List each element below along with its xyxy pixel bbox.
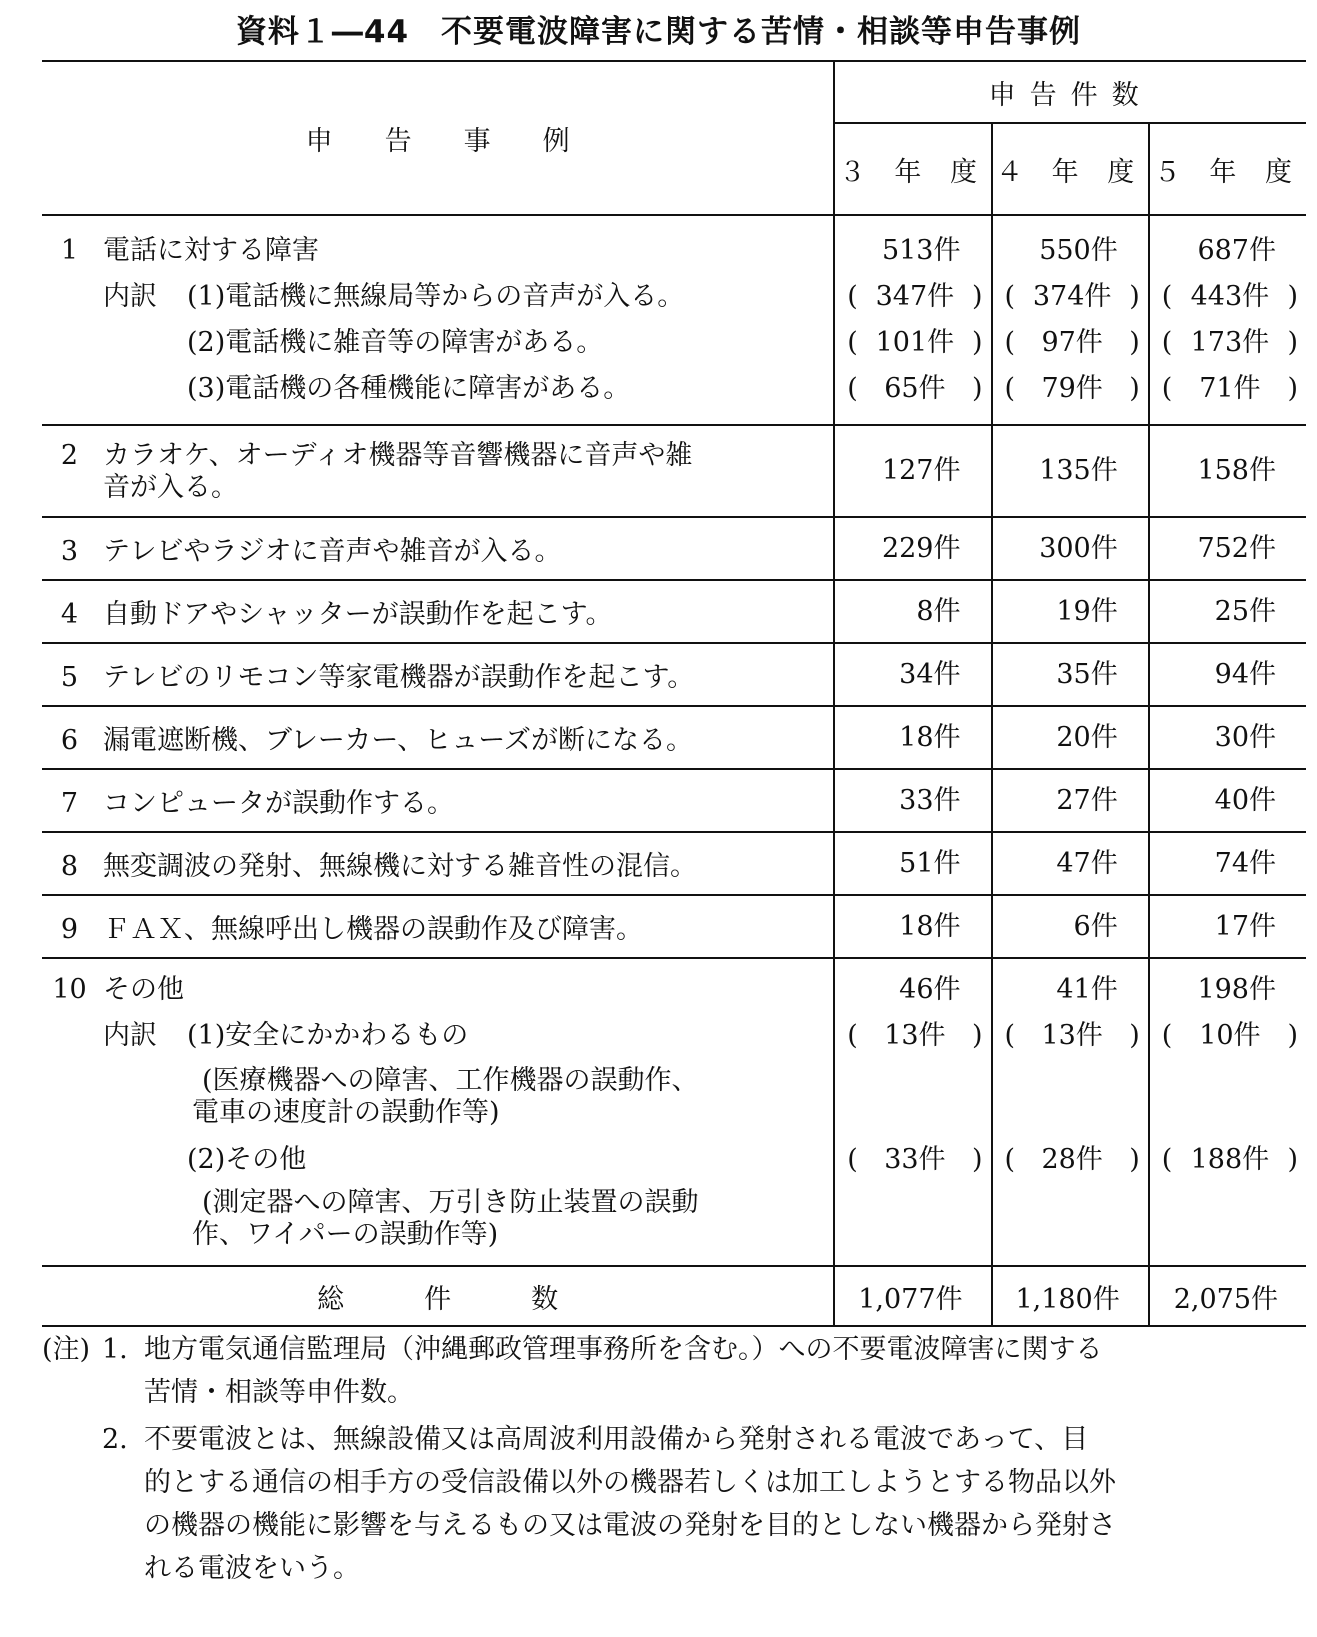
row-number: 5 xyxy=(60,662,79,693)
value-cell: 374件 xyxy=(1032,281,1112,312)
value-cell: 300件 xyxy=(1039,532,1118,564)
value-cell: 30件 xyxy=(1214,721,1276,753)
value-cell: 17件 xyxy=(1214,910,1276,942)
row-text: コンピュータが誤動作する。 xyxy=(103,788,454,819)
row-text: カラオケ、オーディオ機器等音響機器に音声や雑 xyxy=(103,440,693,471)
value-cell: 550件 xyxy=(1039,235,1118,266)
value-cell: 79件 xyxy=(1041,373,1103,404)
sub-text: (2)電話機に雑音等の障害がある。 xyxy=(187,327,604,358)
row-text-continued: 音が入る。 xyxy=(103,472,238,503)
row-text: ＦＡＸ、無線呼出し機器の誤動作及び障害。 xyxy=(103,914,643,945)
sub-text: (2)その他 xyxy=(187,1144,307,1175)
table-row xyxy=(42,643,1306,706)
value-cell: 752件 xyxy=(1197,532,1276,564)
value-cell: 6件 xyxy=(1073,910,1118,942)
note-text: の機器の機能に影響を与えるもの又は電波の発射を目的としない機器から発射さ xyxy=(144,1510,1116,1541)
value-cell: 158件 xyxy=(1197,455,1276,486)
value-cell: 20件 xyxy=(1056,721,1118,753)
row-number: 4 xyxy=(60,599,79,630)
sub-detail: (測定器への障害、万引き防止装置の誤動 xyxy=(202,1187,699,1218)
sub-detail: 作、ワイパーの誤動作等) xyxy=(192,1219,499,1250)
value-cell: 443件 xyxy=(1190,281,1270,312)
sub-text: (3)電話機の各種機能に障害がある。 xyxy=(187,373,631,404)
value-cell: 13件 xyxy=(884,1020,946,1051)
sub-text: (1)安全にかかわるもの xyxy=(187,1020,469,1051)
page-title: 資料１―44 不要電波障害に関する苦情・相談等申告事例 xyxy=(235,14,1082,50)
note-text: れる電波をいう。 xyxy=(144,1553,360,1584)
value-cell: 127件 xyxy=(881,455,961,486)
value-cell: 18件 xyxy=(899,910,961,942)
header-count: 申告件数 xyxy=(834,61,1306,123)
row-text: その他 xyxy=(103,974,184,1005)
table-row: 10 その他 内訳 (1)安全にかかわるもの (医療機器への障害、工作機器の誤動作、 電車の速度計の誤動作等) (2)その他 (測定器への障害、万引き防止装置の誤動 作、ワイパーの誤動作等) 46件 ( 13件 ) ( 33件 ) 41件 ( 13件 ) ( 28件 ) 198件 ( 10件 ) ( 188件 ) xyxy=(42,958,1306,1266)
note-number: 1. xyxy=(102,1334,128,1365)
value-cell: 229件 xyxy=(881,532,961,564)
header-year-3: ３ 年 度 xyxy=(834,123,991,215)
header-year-5: ５ 年 度 xyxy=(1149,123,1306,215)
row-text: 漏電遮断機、ブレーカー、ヒューズが断になる。 xyxy=(103,725,693,756)
value-cell: 34件 xyxy=(899,658,961,690)
sub-detail: (医療機器への障害、工作機器の誤動作、 xyxy=(202,1065,699,1096)
value-cell: 35件 xyxy=(1056,658,1118,690)
value-cell: 513件 xyxy=(881,235,961,266)
row-number: 8 xyxy=(60,851,79,882)
value-cell: 19件 xyxy=(1056,595,1118,627)
complaint-table xyxy=(42,60,1306,1327)
total-label: 総件数 xyxy=(42,1266,834,1326)
value-cell: 10件 xyxy=(1199,1020,1261,1051)
value-cell: 198件 xyxy=(1197,974,1276,1005)
breakdown-label: 内訳 xyxy=(103,1020,157,1051)
table-row xyxy=(42,895,1306,958)
row-text: 無変調波の発射、無線機に対する雑音性の混信。 xyxy=(103,851,697,882)
table-row xyxy=(42,580,1306,643)
header-case: 申告事例 xyxy=(42,61,834,215)
note-text: 的とする通信の相手方の受信設備以外の機器若しくは加工しようとする物品以外 xyxy=(144,1467,1116,1498)
value-cell: 33件 xyxy=(884,1144,946,1175)
total-value: 1,180件 xyxy=(992,1266,1149,1326)
value-cell: 687件 xyxy=(1197,235,1276,266)
row-number: 2 xyxy=(60,440,79,471)
header-year-4: ４ 年 度 xyxy=(992,123,1149,215)
value-cell: 71件 xyxy=(1199,373,1261,404)
row-text: テレビのリモコン等家電機器が誤動作を起こす。 xyxy=(103,662,695,693)
table-row xyxy=(42,832,1306,895)
total-value: 2,075件 xyxy=(1149,1266,1306,1326)
total-row xyxy=(42,1266,1306,1326)
value-cell: 188件 xyxy=(1190,1144,1270,1175)
table-row xyxy=(42,425,1306,517)
value-cell: 97件 xyxy=(1041,327,1103,358)
table-row xyxy=(42,517,1306,580)
row-text: 電話に対する障害 xyxy=(103,235,319,266)
value-cell: 28件 xyxy=(1041,1144,1103,1175)
value-cell: 135件 xyxy=(1039,455,1118,486)
value-cell: 46件 xyxy=(899,974,961,1005)
value-cell: 25件 xyxy=(1214,595,1276,627)
value-cell: 51件 xyxy=(899,847,961,879)
breakdown-label: 内訳 xyxy=(103,281,157,312)
value-cell: 8件 xyxy=(916,595,961,627)
row-number: 3 xyxy=(60,536,79,567)
row-number: 9 xyxy=(60,914,79,945)
notes xyxy=(42,1328,1282,1590)
total-value: 1,077件 xyxy=(834,1266,991,1326)
row-text: 自動ドアやシャッターが誤動作を起こす。 xyxy=(103,599,613,630)
value-cell: 101件 xyxy=(875,327,955,358)
sub-text: (1)電話機に無線局等からの音声が入る。 xyxy=(187,281,685,312)
value-cell: 27件 xyxy=(1056,784,1118,816)
row-number: 10 xyxy=(52,974,87,1005)
value-cell: 33件 xyxy=(899,784,961,816)
value-cell: 173件 xyxy=(1190,327,1270,358)
table-row xyxy=(42,706,1306,769)
value-cell: 40件 xyxy=(1214,784,1276,816)
note-text: 苦情・相談等申件数。 xyxy=(144,1377,414,1408)
value-cell: 41件 xyxy=(1056,974,1118,1005)
value-cell: 47件 xyxy=(1056,847,1118,879)
note-text: 不要電波とは、無線設備又は高周波利用設備から発射される電波であって、目 xyxy=(144,1424,1089,1455)
row-number: 6 xyxy=(60,725,79,756)
table-row xyxy=(42,769,1306,832)
table-row: 1 電話に対する障害 内訳 (1)電話機に無線局等からの音声が入る。 (2)電話機に雑音等の障害がある。 (3)電話機の各種機能に障害がある。 513件 ( 347件 ) ( 101件 ) ( 65件 ) 550件 ( 374件 ) ( 97件 ) ( 79件 ) 687件 ( 443件 ) ( 173件 ) ( 71件 ) xyxy=(42,215,1306,425)
header-row-1 xyxy=(42,61,1306,123)
notes-prefix: (注) xyxy=(42,1334,91,1365)
row-text: テレビやラジオに音声や雑音が入る。 xyxy=(103,536,562,567)
value-cell: 74件 xyxy=(1214,847,1276,879)
value-cell: 94件 xyxy=(1214,658,1276,690)
value-cell: 347件 xyxy=(875,281,955,312)
row-number: 7 xyxy=(60,788,79,819)
value-cell: 18件 xyxy=(899,721,961,753)
row-number: 1 xyxy=(60,235,79,266)
value-cell: 65件 xyxy=(884,373,946,404)
value-cell: 13件 xyxy=(1041,1020,1103,1051)
sub-detail: 電車の速度計の誤動作等) xyxy=(192,1097,500,1128)
note-text: 地方電気通信監理局（沖縄郵政管理事務所を含む。）への不要電波障害に関する xyxy=(144,1334,1103,1365)
note-number: 2. xyxy=(102,1424,128,1455)
